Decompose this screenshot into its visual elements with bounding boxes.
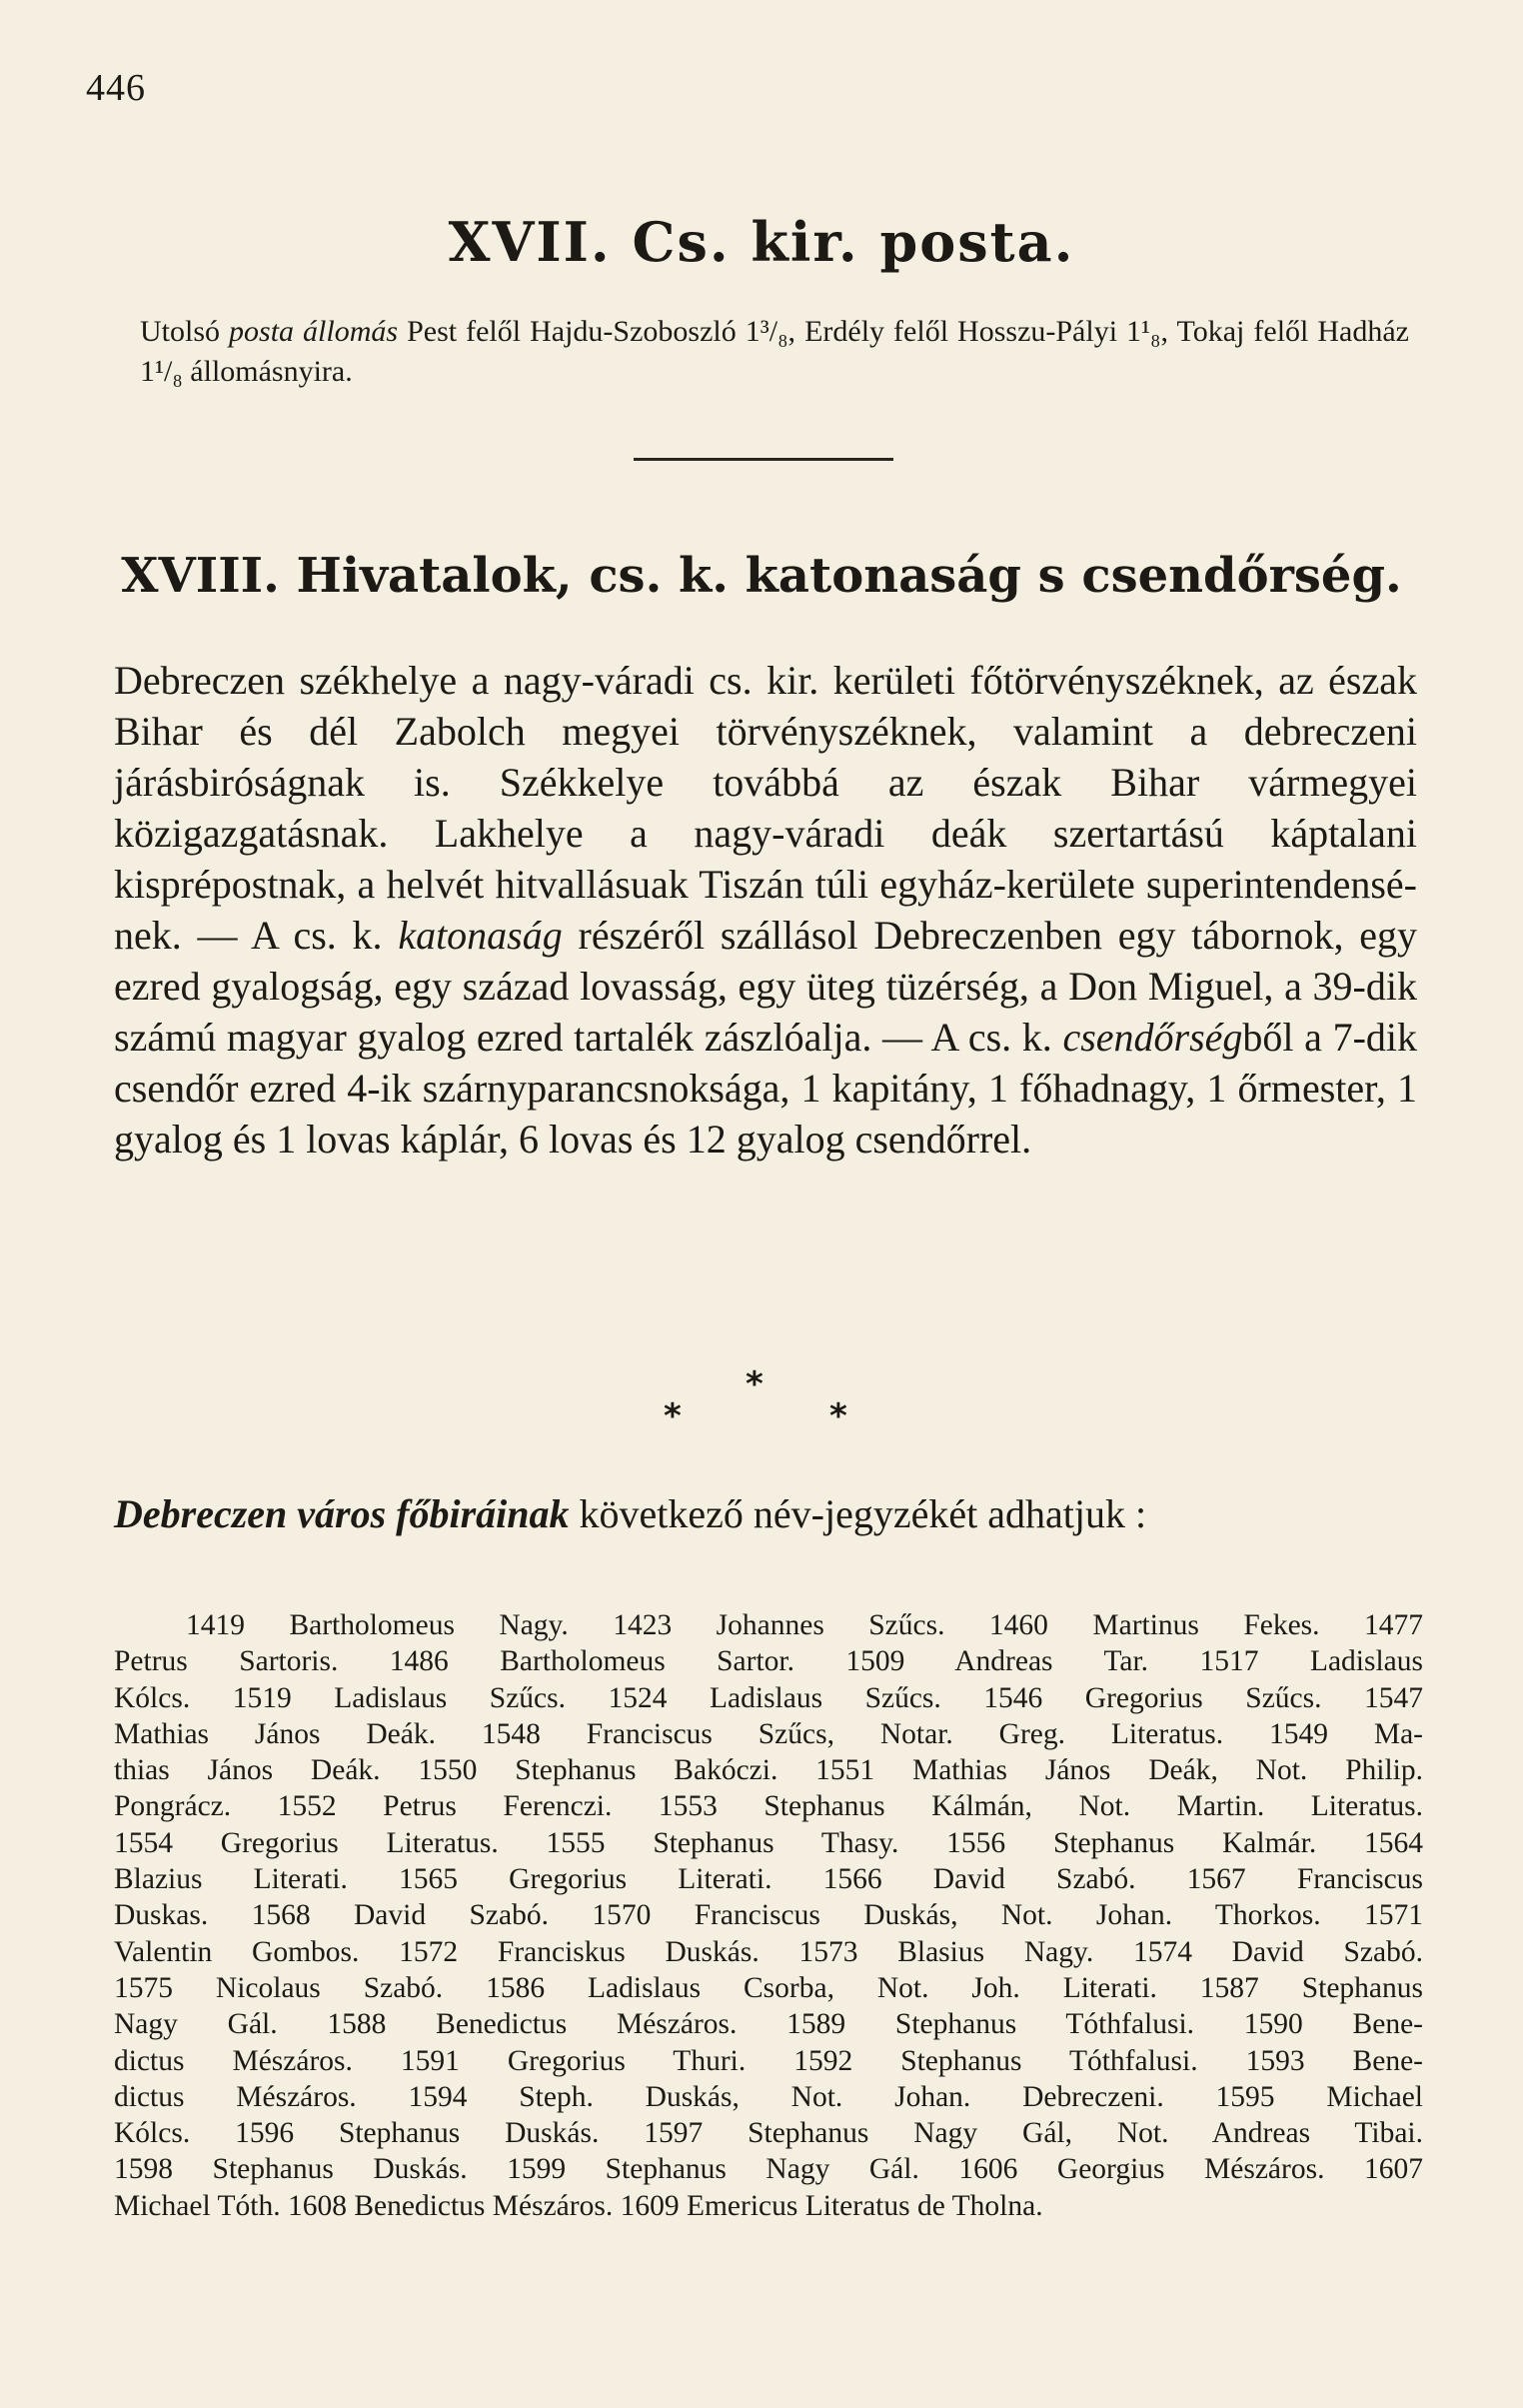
page-number: 446 <box>86 67 146 109</box>
asterism <box>0 1364 1523 1444</box>
asterism-star-right: * <box>829 1396 847 1436</box>
judges-line: Blazius Literati. 1565 Gregorius Literati. 1566 David Szabó. 1567 Franciscus <box>114 1863 1423 1896</box>
judges-line: Kólcs. 1519 Ladislaus Szűcs. 1524 Ladislaus Szűcs. 1546 Gregorius Szűcs. 1547 <box>114 1681 1423 1714</box>
judges-line: Valentin Gombos. 1572 Franciskus Duskás. 1573 Blasius Nagy. 1574 David Szabó. <box>114 1935 1423 1968</box>
judges-intro <box>114 1487 1417 1541</box>
judges-line: Duskas. 1568 David Szabó. 1570 Franciscus Duskás, Not. Johan. Thorkos. 1571 <box>114 1899 1423 1932</box>
offices-text-1: Debreczen székhelye a nagy-váradi cs. kir. kerületi főtörvényszéknek, az észak Bihar és dél Zabolch megyei törvényszéknek, valamint a debreczeni járásbiróságnak is. Székkelye továbbá az észak Bihar vármegyei közigazgatásnak. Lakhelye a nagy-váradi deák szertartású káptalani kisprépostnak, a helvét hitvallásuak Tiszán túli egyház-kerülete superintendensének. — A cs. k. <box>114 658 1417 958</box>
judges-line: 1575 Nicolaus Szabó. 1586 Ladislaus Csorba, Not. Joh. Literati. 1587 Stephanus <box>114 1971 1423 2004</box>
judges-line: Petrus Sartoris. 1486 Bartholomeus Sartor. 1509 Andreas Tar. 1517 Ladislaus <box>114 1645 1423 1678</box>
offices-paragraph <box>114 655 1417 1165</box>
judges-intro-italic: Debreczen város főbiráinak <box>114 1491 570 1536</box>
judges-line: thias János Deák. 1550 Stephanus Bakóczi. 1551 Mathias János Deák, Not. Philip. <box>114 1754 1423 1787</box>
asterism-star-top: * <box>746 1364 763 1404</box>
offices-text-3: ből a 7-dik csendőr ezred 4-ik szárnyparancsnoksága, 1 kapitány, 1 főhadnagy, 1 őrmester, 1 gyalog és 1 lovas káplár, 6 lovas és 12 gyalog csendőrrel. <box>114 1015 1417 1162</box>
judges-intro-text: következő név-jegyzékét adhatjuk : <box>569 1491 1147 1536</box>
judges-line: Mathias János Deák. 1548 Franciscus Szűcs, Notar. Greg. Literatus. 1549 Ma- <box>114 1717 1423 1750</box>
asterism-star-left: * <box>664 1396 682 1436</box>
posta-text-italic: posta állomás <box>229 315 399 348</box>
judges-line: dictus Mészáros. 1591 Gregorius Thuri. 1592 Stephanus Tóthfalusi. 1593 Bene- <box>114 2044 1423 2077</box>
posta-paragraph <box>140 312 1409 392</box>
gendarmerie-term: csendőrség <box>1062 1015 1243 1060</box>
section-18-heading: XVIII. Hivatalok, cs. k. katonaság s csendőrség. <box>121 548 1402 604</box>
section-17-heading: XVII. Cs. kir. posta. <box>448 210 1075 274</box>
offices-text-2: részéről szállásol Debreczenben egy tábornok, egy ezred gyalogság, egy század lovasság, egy üteg tüzérség, a Don Miguel, a 39-dik számú magyar gyalog ezred tartalék zászlóalja. — A cs. k. <box>114 913 1418 1060</box>
judges-line: 1554 Gregorius Literatus. 1555 Stephanus Thasy. 1556 Stephanus Kalmár. 1564 <box>114 1826 1423 1859</box>
judges-line: 1419 Bartholomeus Nagy. 1423 Johannes Szűcs. 1460 Martinus Fekes. 1477 <box>186 1609 1423 1641</box>
military-term: katonaság <box>398 913 563 958</box>
posta-text-start: Utolsó <box>140 315 230 348</box>
judges-line: dictus Mészáros. 1594 Steph. Duskás, Not. Johan. Debreczeni. 1595 Michael <box>114 2080 1423 2113</box>
posta-text-end: Pest felől Hajdu-Szoboszló 1³/₈, Erdély felől Hosszu-Pályi 1¹₈, Tokaj felől Hadház 1¹/₈ állomásnyira. <box>140 315 1409 388</box>
section-divider <box>634 458 893 461</box>
judges-list <box>114 1607 1423 2224</box>
judges-line: Michael Tóth. 1608 Benedictus Mészáros. 1609 Emericus Literatus de Tholna. <box>114 2189 1043 2222</box>
judges-line: Nagy Gál. 1588 Benedictus Mészáros. 1589 Stephanus Tóthfalusi. 1590 Bene- <box>114 2008 1423 2041</box>
judges-line: Pongrácz. 1552 Petrus Ferenczi. 1553 Stephanus Kálmán, Not. Martin. Literatus. <box>114 1790 1423 1823</box>
judges-line: 1598 Stephanus Duskás. 1599 Stephanus Nagy Gál. 1606 Georgius Mészáros. 1607 <box>114 2153 1423 2186</box>
judges-line: Kólcs. 1596 Stephanus Duskás. 1597 Stephanus Nagy Gál, Not. Andreas Tibai. <box>114 2117 1423 2150</box>
